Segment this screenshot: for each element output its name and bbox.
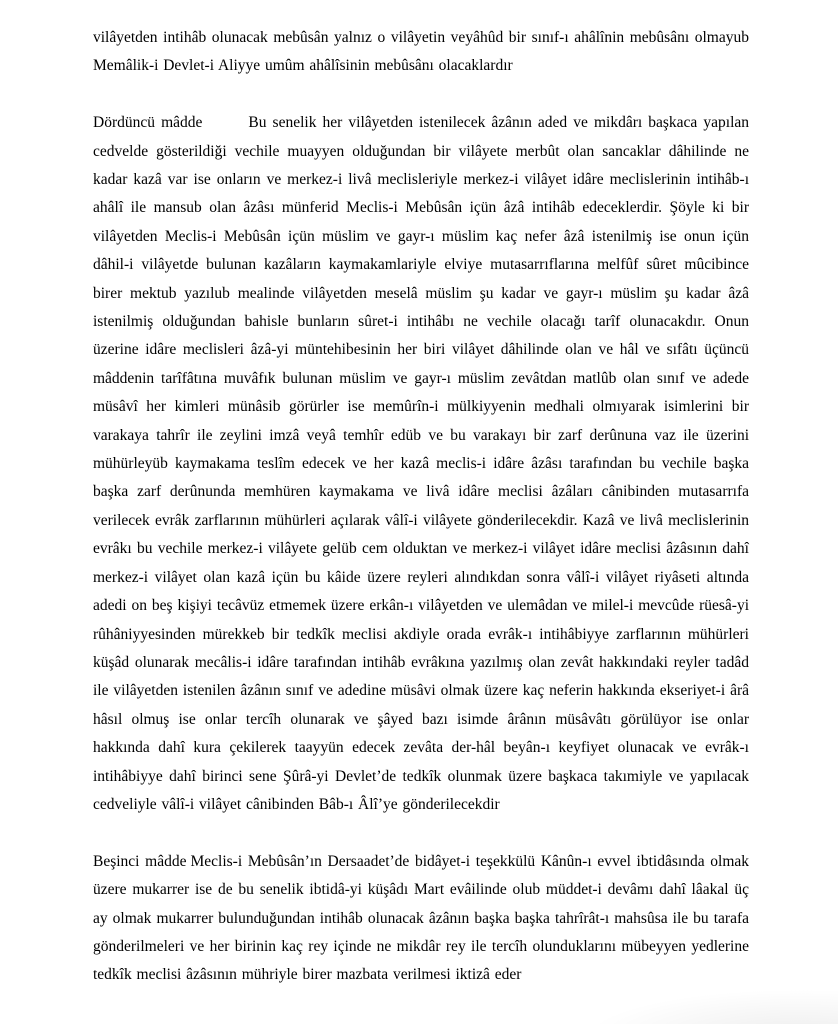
document-text-block bbox=[93, 24, 749, 990]
paragraph-text: Bu senelik her vilâyetden istenilecek âzânın aded ve mikdârı başkaca yapılan cedvelde gösterildiği vechile muayyen olduğundan bir vilâyete merbût olan sancaklar dâhilinde ne kadar kazâ var ise onların ve merkez-i livâ meclisleriyle merkez-i vilâyet idâre meclislerinin intihâb-ı ahâlî ile mansub olan âzâsı münferid Meclis-i Mebûsân içün âzâ intihâb edeceklerdir. Şöyle ki bir vilâyetden Meclis-i Mebûsân içün müslim ve gayr-ı müslim kaç nefer âzâ istenilmiş ise onun içün dâhil-i vilâyetde bulunan kazâların kaymakamlariyle elviye mutasarrıflarına melfûf sûret mûcibince birer mektub yazılub mealinde vilâyetden meselâ müslim şu kadar ve gayr-ı müslim şu kadar âzâ istenilmiş olduğundan bahisle bunların sûret-i intihâbı ne vechile olacağı tarîf olunacakdır. Onun üzerine idâre meclisleri âzâ-yi müntehibesinin her biri vilâyet dâhilinde olan ve hâl ve sıfâtı üçüncü mâddenin tarîfâtına muvâfık bulunan müslim ve gayr-ı müslim zevâtdan matlûb olan sınıf ve adede müsâvî her kimleri münâsib görürler ise memûrîn-i mülkiyyenin medhali olmıyarak isimlerini bir varakaya tahrîr ile zeylini imzâ veyâ temhîr edüb ve bu varakayı bir zarf derûnuna vaz ile üzerini mühürleyüb kaymakama teslîm edecek ve her kazâ meclis-i idâre âzâsı tarafından bu vechile başka başka zarf derûnunda memhüren kaymakama ve livâ idâre meclisi âzâları cânibinden mutasarrıfa verilecek evrâk zarflarının mühürleri açılarak vâlî-i vilâyete gönderilecekdir. Kazâ ve livâ meclislerinin evrâkı bu vechile merkez-i vilâyete gelüb cem olduktan ve merkez-i vilâyet idâre meclisi âzâsının dahî merkez-i vilâyet olan kazâ içün bu kâide üzere reyleri alındıkdan sonra vâlî-i vilâyet riyâseti altında adedi on beş kişiyi tecâvüz etmemek üzere erkân-ı vilâyetden ve ulemâdan ve milel-i mevcûde rüesâ-yi rûhâniyyesinden mürekkeb bir tedkîk meclisi akdiyle orada evrâk-ı intihâbiyye zarflarının mühürleri küşâd olunarak mecâlis-i idâre tarafından intihâb evrâkına yazılmış olan zevât hakkındaki reyler tadâd ile vilâyetden istenilen âzânın sınıf ve adedine müsâvi olmak üzere kaç neferin hakkında ekseriyet-i ârâ hâsıl olmuş ise onlar tercîh olunarak ve şâyed bazı isimde ârânın müsâvâtı görülüyor ise onlar hakkında dahî kura çekilerek taayyün edecek zevâta der-hâl beyân-ı keyfiyet olunacak ve evrâk-ı intihâbiyye dahî birinci sene Şûrâ-yi Devlet’de tedkîk olunmak üzere başkaca takımiyle ve yapılacak cedveliyle vâlî-i vilâyet cânibinden Bâb-ı Âlî’ye gönderilecekdir bbox=[93, 114, 750, 813]
paragraph-text: vilâyetden intihâb olunacak mebûsân yalnız o vilâyetin veyâhûd bir sınıf-ı ahâlînin mebûsânı olmayub Memâlik-i Devlet-i Aliyye umûm ahâlîsinin mebûsânı olacaklardır bbox=[93, 29, 749, 75]
paragraph-text: Meclis-i Mebûsân’ın Dersaadet’de bidâyet-i teşekkülü Kânûn-ı evvel ibtidâsında olmak üzere mukarrer ise de bu senelik ibtidâ-yi küşâdı Mart evâilinde olub müddet-i devâmı dahî lâakal üç ay olmak mukarrer bulunduğundan intihâb olunacak âzânın başka başka tahrîrât-ı mahsûsa ile bu tarafa gönderilmeleri ve her birinin kaç rey içinde ne mikdâr rey ile tercîh olunduklarını mübeyyen yedlerine tedkîk meclisi âzâsının mühriyle birer mazbata verilmesi iktizâ eder bbox=[93, 852, 749, 984]
article-label-fourth: Dördüncü mâdde bbox=[93, 114, 203, 132]
article-label-fifth: Beşinci mâdde bbox=[93, 852, 187, 870]
paragraph-continuation bbox=[93, 24, 749, 81]
paragraph-fourth-article bbox=[93, 109, 749, 819]
paragraph-fifth-article bbox=[93, 848, 749, 990]
tab-spacer bbox=[202, 126, 248, 127]
page-corner-shade bbox=[588, 990, 838, 1024]
